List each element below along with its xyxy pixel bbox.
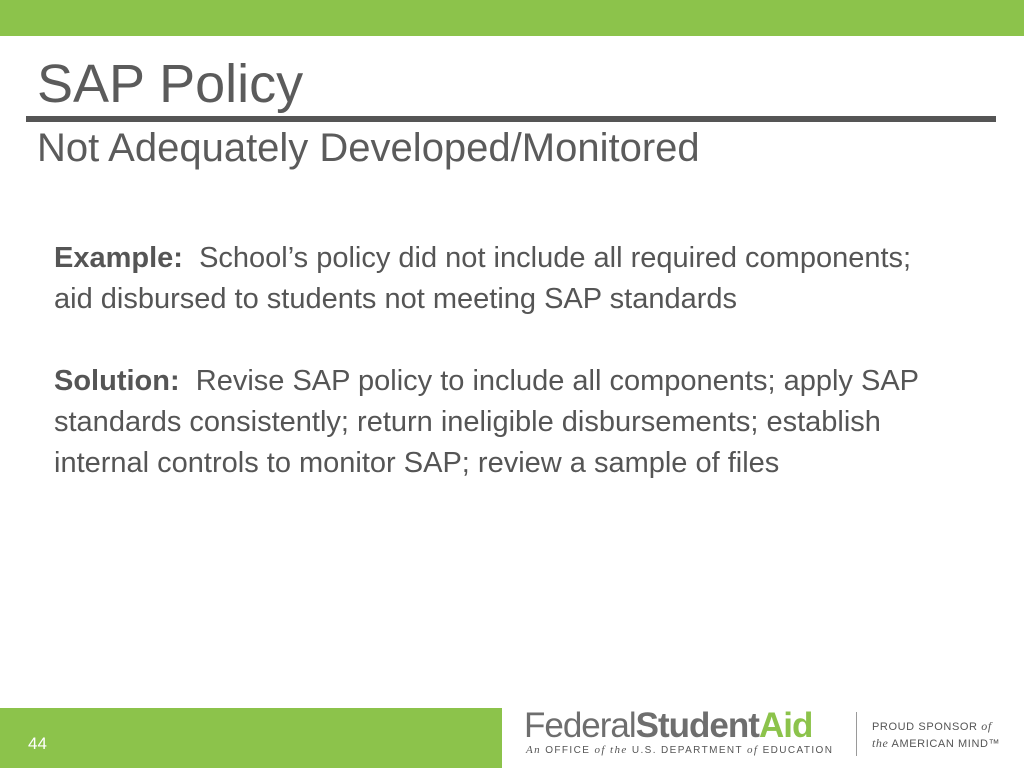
federal-student-aid-logo xyxy=(520,706,850,768)
tagline-an: An xyxy=(526,744,542,756)
sponsor-text xyxy=(872,718,1000,752)
sponsor-line2-text: AMERICAN MIND™ xyxy=(891,738,1001,750)
sponsor-line2-the: the xyxy=(872,736,889,750)
sponsor-line1-text: PROUD SPONSOR xyxy=(872,721,978,733)
sponsor-line-2 xyxy=(872,735,1000,752)
sponsor-line-1 xyxy=(872,718,1000,735)
top-accent-bar xyxy=(0,0,1024,36)
example-label: Example: xyxy=(54,242,183,274)
logo-aid: Aid xyxy=(758,706,813,745)
tagline-office: OFFICE xyxy=(545,745,591,756)
logo-federal: Federal xyxy=(524,706,636,745)
footer-accent-bar xyxy=(0,708,502,768)
tagline-of-the: of the xyxy=(594,744,628,756)
logo-tagline xyxy=(526,744,833,756)
slide-subtitle: Not Adequately Developed/Monitored xyxy=(37,126,700,170)
tagline-of: of xyxy=(747,744,759,756)
logo-student: Student xyxy=(635,706,759,745)
solution-label: Solution: xyxy=(54,365,180,397)
example-text: School’s policy did not include all required components; aid disbursed to students not meeting SAP standards xyxy=(54,242,912,315)
slide-title: SAP Policy xyxy=(37,54,304,114)
tagline-education: EDUCATION xyxy=(762,745,834,756)
solution-text: Revise SAP policy to include all components; apply SAP standards consistently; return ineligible disbursements; establish internal controls to monitor SAP; review a sample of files xyxy=(54,365,919,479)
title-divider xyxy=(26,116,996,122)
example-paragraph xyxy=(54,238,954,320)
solution-paragraph xyxy=(54,361,954,484)
slide-body xyxy=(54,238,954,484)
tagline-department: U.S. DEPARTMENT xyxy=(631,745,743,756)
slide-number: 44 xyxy=(28,734,47,753)
sponsor-line1-of: of xyxy=(981,719,992,733)
logo-divider xyxy=(856,712,857,756)
